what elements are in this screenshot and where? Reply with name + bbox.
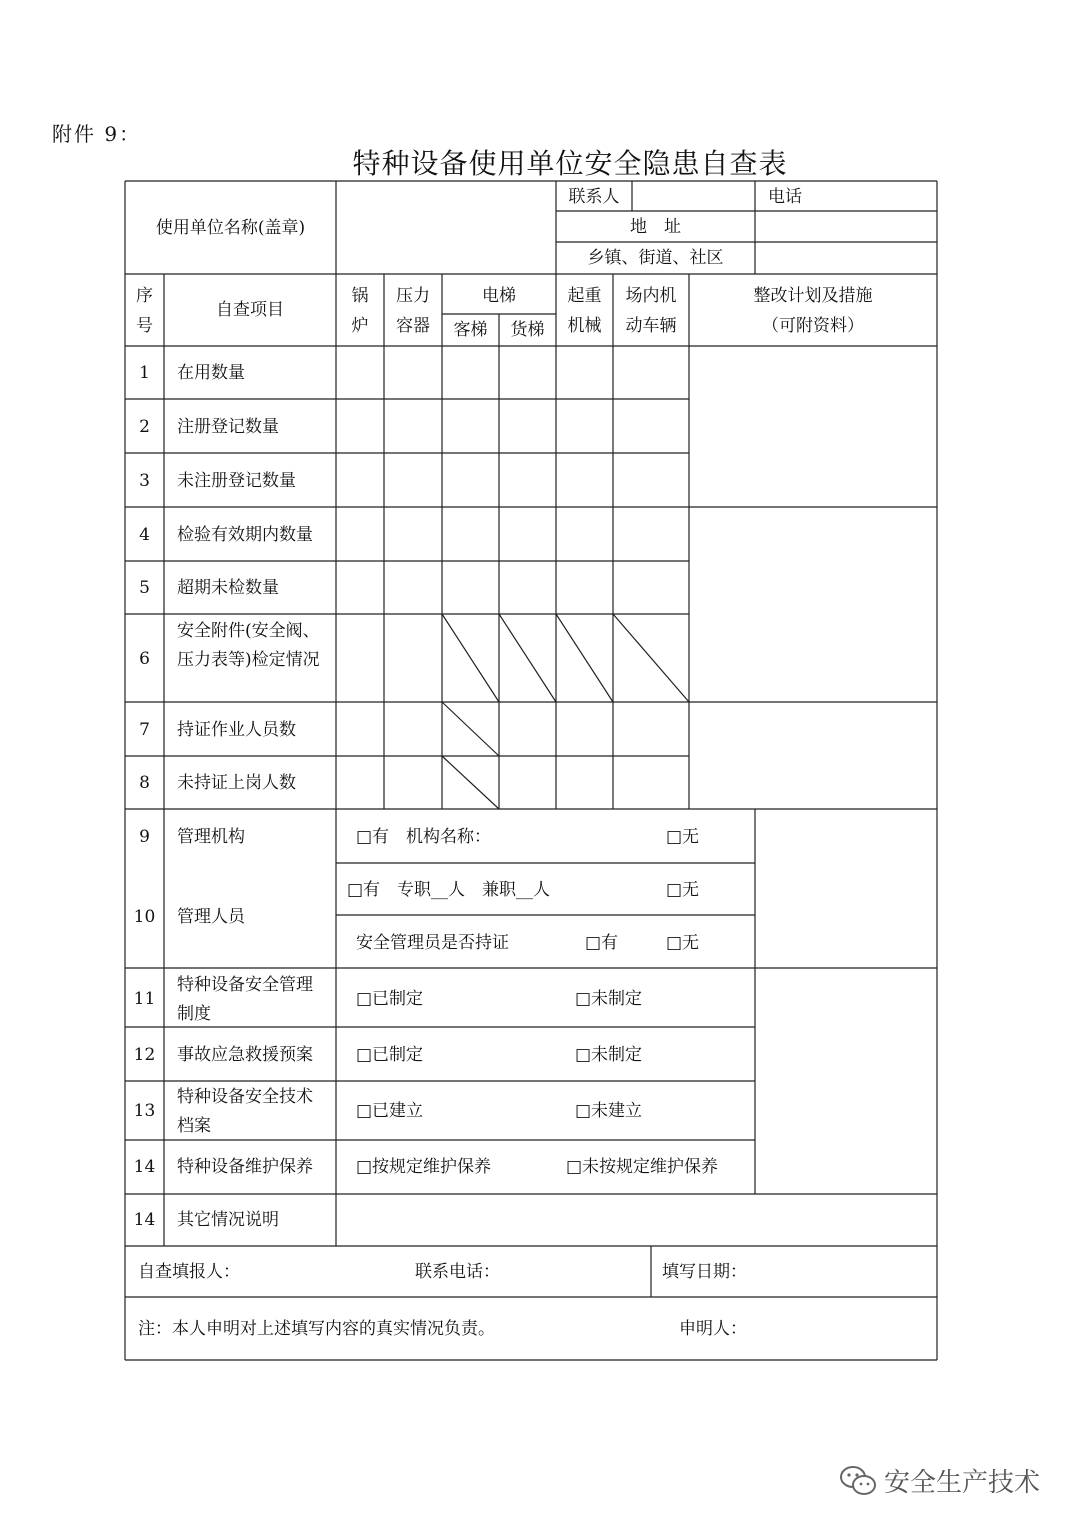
col-crane-1: 起重 <box>567 286 602 306</box>
checkbox-certified-no[interactable]: □无 <box>666 933 700 953</box>
page-title: 特种设备使用单位安全隐患自查表 <box>352 147 788 180</box>
row-no: 3 <box>139 471 150 491</box>
address-label: 地 址 <box>630 217 681 237</box>
mgmt-no: 9 <box>139 827 150 847</box>
mgmt-item: 管理机构 <box>177 827 245 847</box>
mgmt-item: 事故应急救援预案 <box>177 1045 313 1065</box>
mgmt-no: 14 <box>133 1210 156 1230</box>
row-no: 6 <box>139 649 150 669</box>
col-pressure-2: 容器 <box>396 316 430 336</box>
row-item: 未注册登记数量 <box>177 471 296 491</box>
mgmt-no: 14 <box>133 1157 156 1177</box>
checkbox-not-established[interactable]: □未建立 <box>575 1101 643 1121</box>
row-no: 8 <box>139 773 150 793</box>
checkbox-made[interactable]: □已制定 <box>356 989 424 1009</box>
declarant-label: 申明人： <box>679 1319 747 1339</box>
checkbox-maintained[interactable]: □按规定维护保养 <box>356 1157 492 1177</box>
mgmt-item: 特种设备安全管理制度 <box>177 975 313 1024</box>
row-item: 超期未检数量 <box>177 578 279 598</box>
col-boiler-2: 炉 <box>351 316 369 336</box>
watermark <box>838 1462 1040 1499</box>
col-freight: 货梯 <box>510 320 545 340</box>
col-seq-1: 序 <box>136 286 153 306</box>
mgmt-no: 10 <box>133 907 156 927</box>
contact-phone-label: 联系电话： <box>415 1262 500 1282</box>
row-no: 5 <box>139 578 150 598</box>
mgmt-no: 12 <box>133 1045 156 1065</box>
mgmt-item: 其它情况说明 <box>177 1210 279 1230</box>
col-item: 自查项目 <box>216 300 284 320</box>
checkbox-has-staff[interactable]: □有 专职__人 兼职__人 <box>347 880 551 900</box>
declaration-note: 注：本人申明对上述填写内容的真实情况负责。 <box>138 1319 495 1339</box>
mgmt-item: 管理人员 <box>177 907 245 927</box>
col-crane-2: 机械 <box>567 316 602 336</box>
checkbox-has-org[interactable]: □有 机构名称： <box>356 827 492 847</box>
mgmt-item: 特种设备安全技术档案 <box>177 1087 313 1136</box>
certified-question: 安全管理员是否持证 <box>356 933 509 953</box>
row-no: 7 <box>139 720 150 740</box>
row-no: 4 <box>139 525 150 545</box>
town-label: 乡镇、街道、社区 <box>587 248 724 268</box>
attachment-label: 附件 9： <box>52 122 142 146</box>
checkbox-made[interactable]: □已制定 <box>356 1045 424 1065</box>
row-item: 持证作业人员数 <box>177 720 296 740</box>
row-item: 安全附件(安全阀、压力表等)检定情况 <box>177 621 320 670</box>
row-item: 检验有效期内数量 <box>177 525 313 545</box>
unit-name-label: 使用单位名称(盖章) <box>155 218 306 238</box>
col-passenger: 客梯 <box>453 320 488 340</box>
row-item: 在用数量 <box>177 363 245 383</box>
row-no: 1 <box>139 363 150 383</box>
contact-label: 联系人 <box>568 187 620 207</box>
mgmt-no: 11 <box>133 989 156 1009</box>
col-vehicle-2: 动车辆 <box>625 316 677 336</box>
row-item: 未持证上岗人数 <box>177 773 296 793</box>
col-seq-2: 号 <box>136 316 153 336</box>
checkbox-no-org[interactable]: □无 <box>666 827 700 847</box>
row-no: 2 <box>139 417 150 437</box>
col-boiler-1: 锅 <box>351 286 369 306</box>
col-pressure-1: 压力 <box>396 286 430 306</box>
col-elevator: 电梯 <box>482 286 516 306</box>
mgmt-item: 特种设备维护保养 <box>177 1157 313 1177</box>
row-item: 注册登记数量 <box>177 417 279 437</box>
checkbox-certified-yes[interactable]: □有 <box>585 933 619 953</box>
mgmt-no: 13 <box>133 1101 156 1121</box>
checkbox-not-maintained[interactable]: □未按规定维护保养 <box>566 1157 719 1177</box>
checkbox-no-staff[interactable]: □无 <box>666 880 700 900</box>
checkbox-not-made[interactable]: □未制定 <box>575 1045 643 1065</box>
col-plan-2: （可附资料） <box>762 316 864 336</box>
wechat-icon <box>838 1464 878 1498</box>
col-vehicle-1: 场内机 <box>625 286 677 306</box>
checkbox-not-made[interactable]: □未制定 <box>575 989 643 1009</box>
watermark-text: 安全生产技术 <box>884 1468 1041 1498</box>
fill-date-label: 填写日期： <box>662 1262 747 1282</box>
col-plan-1: 整改计划及措施 <box>753 286 873 306</box>
phone-label: 电话 <box>768 187 802 207</box>
checkbox-established[interactable]: □已建立 <box>356 1101 424 1121</box>
filler-label: 自查填报人： <box>138 1262 240 1282</box>
